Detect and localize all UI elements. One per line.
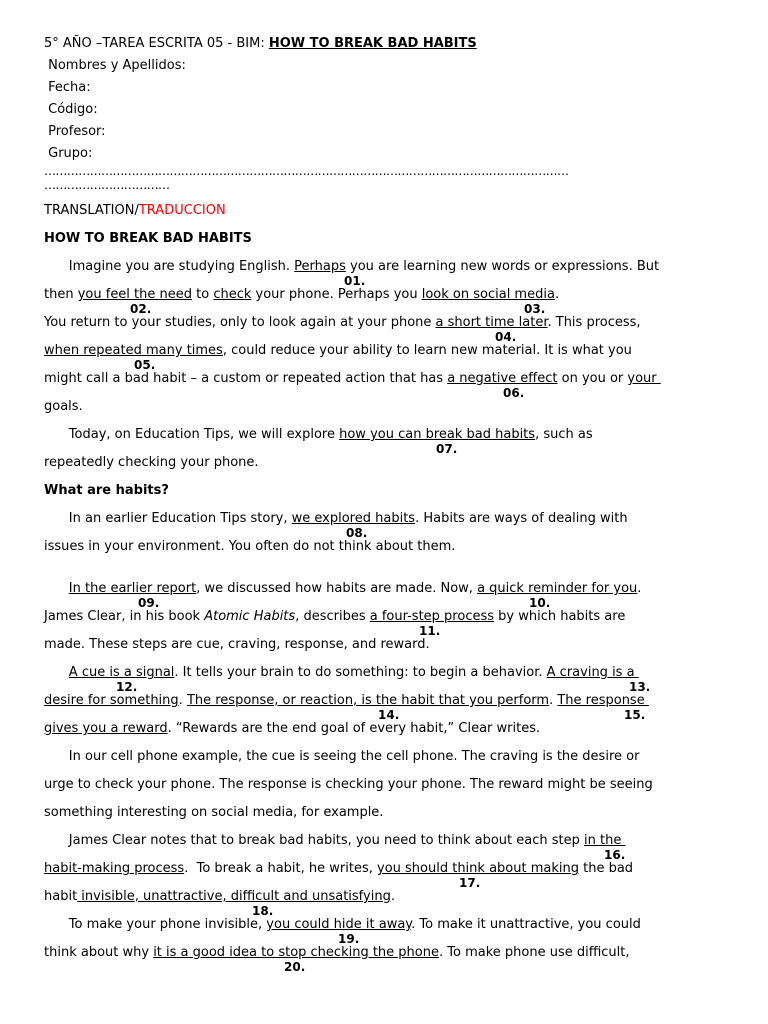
text-line: In an earlier Education Tips story, we explored habits. Habits are ways of dealing with	[44, 511, 628, 526]
translation-label	[44, 203, 226, 219]
blank-number-02: 02.	[130, 302, 152, 316]
translation-es: TRADUCCION	[138, 203, 226, 218]
field-group: Grupo:	[44, 146, 93, 161]
field-names: Nombres y Apellidos:	[44, 58, 186, 73]
blank-number-20: 20.	[284, 960, 306, 974]
section-title: What are habits?	[44, 483, 169, 498]
underlined-phrase-18: invisible, unattractive, difficult and unsatisfying	[77, 889, 391, 904]
blank-number-06: 06.	[503, 386, 525, 400]
blank-number-07: 07.	[436, 442, 458, 456]
blank-number-03: 03.	[524, 302, 546, 316]
field-date: Fecha:	[44, 80, 91, 95]
underlined-phrase-20: it is a good idea to stop checking the phone	[153, 945, 439, 960]
underlined-phrase-06b: your	[627, 371, 661, 386]
header-prefix: 5° AÑO –TAREA ESCRITA 05 - BIM:	[44, 36, 269, 51]
blank-number-15: 15.	[624, 708, 646, 722]
field-code: Código:	[44, 102, 98, 117]
text-line: A cue is a signal. It tells your brain to do something: to begin a behavior. A craving is a	[68, 665, 639, 680]
underlined-phrase-06a: a negative effect	[447, 371, 558, 386]
text-line: made. These steps are cue, craving, response, and reward.	[44, 637, 430, 652]
divider-line-1: …………………………………………………………………………………………………………………………	[44, 164, 569, 178]
blank-number-09: 09.	[138, 596, 160, 610]
blank-number-12: 12.	[116, 680, 138, 694]
underlined-phrase-13b: desire for something	[44, 693, 179, 708]
underlined-phrase-03b: look on social media	[421, 287, 555, 302]
field-teacher: Profesor:	[44, 124, 106, 139]
underlined-phrase-04: a short time later	[435, 315, 548, 330]
underlined-phrase-05: when repeated many times	[44, 343, 223, 358]
text-line: habit-making process. To break a habit, he writes, you should think about making the bad	[44, 861, 634, 876]
text-line: issues in your environment. You often do not think about them.	[44, 539, 456, 554]
blank-number-19: 19.	[338, 932, 360, 946]
blank-number-01: 01.	[344, 274, 366, 288]
book-title: Atomic Habits	[204, 609, 296, 624]
blank-number-16: 16.	[604, 848, 626, 862]
blank-number-14: 14.	[378, 708, 400, 722]
text-line: Imagine you are studying English. Perhaps you are learning new words or expressions. But	[44, 259, 660, 274]
blank-number-17: 17.	[459, 876, 481, 890]
blank-number-05: 05.	[134, 358, 156, 372]
divider-line-2: ……………………………	[44, 178, 170, 192]
underlined-phrase-07: how you can break bad habits	[339, 427, 536, 442]
underlined-phrase-03a: check	[213, 287, 252, 302]
underlined-phrase-10: a quick reminder for you	[477, 581, 638, 596]
text-line: James Clear notes that to break bad habits, you need to think about each step in the	[44, 833, 626, 848]
underlined-phrase-17: you should think about making	[377, 861, 579, 876]
underlined-phrase-15a: The response	[557, 693, 649, 708]
text-line: when repeated many times, could reduce your ability to learn new material. It is what you	[44, 343, 632, 358]
underlined-phrase-14: The response, or reaction, is the habit that you perform	[186, 693, 550, 708]
underlined-phrase-15b: gives you a reward	[44, 721, 168, 736]
text-line: desire for something. The response, or reaction, is the habit that you perform. The response	[44, 693, 649, 708]
header-line	[44, 36, 477, 52]
text-line: might call a bad habit – a custom or repeated action that has a negative effect on you or your	[44, 371, 661, 386]
article-title: HOW TO BREAK BAD HABITS	[44, 231, 252, 246]
underlined-phrase-19: you could hide it away	[266, 917, 412, 932]
text-line: Today, on Education Tips, we will explore how you can break bad habits, such as	[44, 427, 593, 442]
text-line: urge to check your phone. The response is checking your phone. The reward might be seeing	[44, 777, 653, 792]
underlined-phrase-08: we explored habits	[291, 511, 416, 526]
underlined-phrase-16a: in the	[584, 833, 626, 848]
text-line: James Clear, in his book Atomic Habits, describes a four-step process by which habits are	[44, 609, 626, 624]
text-line: goals.	[44, 399, 83, 414]
blank-number-10: 10.	[529, 596, 551, 610]
text-line: In our cell phone example, the cue is seeing the cell phone. The craving is the desire or	[44, 749, 640, 764]
text-line: gives you a reward. “Rewards are the end goal of every habit,” Clear writes.	[44, 721, 541, 736]
underlined-phrase-16b: habit-making process	[44, 861, 185, 876]
underlined-phrase-12: A cue is a signal	[68, 665, 175, 680]
underlined-phrase-09: In the earlier report	[68, 581, 197, 596]
translation-en: TRANSLATION/	[44, 203, 139, 218]
text-line: think about why it is a good idea to stop checking the phone. To make phone use difficult,	[44, 945, 630, 960]
text-line: something interesting on social media, for example.	[44, 805, 384, 820]
text-line: habit invisible, unattractive, difficult and unsatisfying.	[44, 889, 395, 904]
blank-number-04: 04.	[495, 330, 517, 344]
text-line: In the earlier report, we discussed how habits are made. Now, a quick reminder for you.	[68, 581, 642, 596]
blank-number-08: 08.	[346, 526, 368, 540]
text-line: You return to your studies, only to look again at your phone a short time later. This process,	[44, 315, 641, 330]
blank-number-13: 13.	[629, 680, 651, 694]
underlined-phrase-11: a four-step process	[369, 609, 495, 624]
text-line: To make your phone invisible, you could hide it away. To make it unattractive, you could	[44, 917, 641, 932]
blank-number-11: 11.	[419, 624, 441, 638]
text-line: then you feel the need to check your phone. Perhaps you look on social media.	[44, 287, 560, 302]
header-title: HOW TO BREAK BAD HABITS	[268, 36, 477, 51]
blank-number-18: 18.	[252, 904, 274, 918]
underlined-phrase-13a: A craving is a	[546, 665, 639, 680]
text-line: repeatedly checking your phone.	[44, 455, 259, 470]
underlined-phrase-02: you feel the need	[77, 287, 193, 302]
underlined-phrase-01: Perhaps	[294, 259, 346, 274]
